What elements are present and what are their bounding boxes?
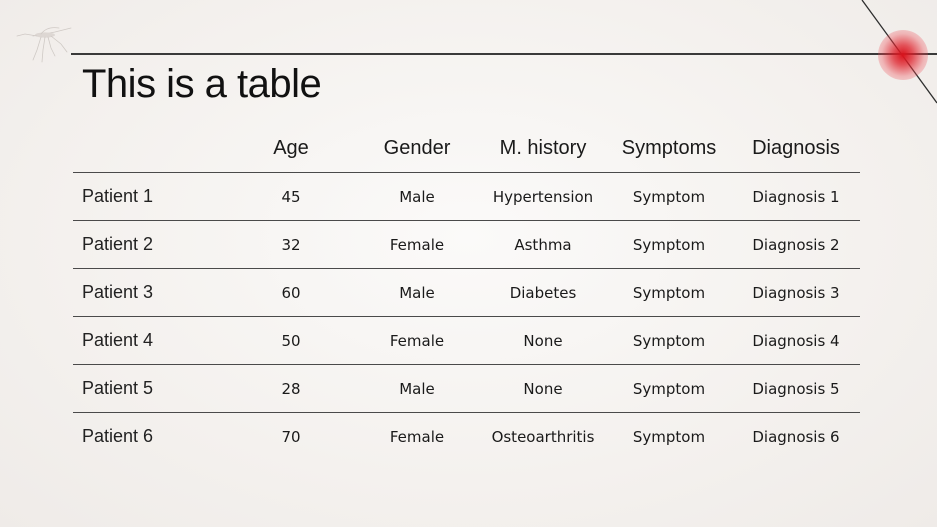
diagnosis-cell: Diagnosis 2 <box>732 221 860 269</box>
red-glow-dot-icon <box>878 30 928 80</box>
symptoms-cell: Symptom <box>606 317 732 365</box>
patient-label: Patient 1 <box>73 173 228 221</box>
table-row <box>73 221 860 269</box>
table-row <box>73 365 860 413</box>
table-header-row <box>73 124 860 173</box>
age-cell: 70 <box>281 427 301 446</box>
header-symptoms: Symptoms <box>606 124 732 173</box>
diagnosis-cell: Diagnosis 4 <box>732 317 860 365</box>
age-cell: 45 <box>228 173 354 221</box>
age-cell: 60 <box>228 269 354 317</box>
history-cell: Diabetes <box>480 269 606 317</box>
symptoms-cell: Symptom <box>606 221 732 269</box>
gender-cell: Female <box>354 221 480 269</box>
header-gender: Gender <box>354 124 480 173</box>
history-cell: Hypertension <box>480 173 606 221</box>
history-cell: Osteoarthritis <box>491 427 595 446</box>
history-cell: None <box>480 317 606 365</box>
diagnosis-cell: Diagnosis 6 <box>752 427 840 446</box>
slide-title: This is a table <box>82 62 322 106</box>
patient-label: Patient 3 <box>73 269 228 317</box>
table-row <box>73 413 860 461</box>
header-medical-history: M. history <box>480 124 606 173</box>
gender-cell: Male <box>354 365 480 413</box>
history-cell: Asthma <box>480 221 606 269</box>
header-divider-line <box>71 53 937 55</box>
table-row <box>73 317 860 365</box>
patient-table <box>73 124 860 460</box>
patient-label: Patient 4 <box>73 317 228 365</box>
symptoms-cell: Symptom <box>606 269 732 317</box>
symptoms-cell: Symptom <box>632 427 706 446</box>
age-cell: 32 <box>228 221 354 269</box>
history-cell: None <box>480 365 606 413</box>
symptoms-cell: Symptom <box>606 173 732 221</box>
patient-label: Patient 5 <box>73 365 228 413</box>
age-cell: 50 <box>228 317 354 365</box>
table-row <box>73 173 860 221</box>
symptoms-cell: Symptom <box>606 365 732 413</box>
gender-cell: Male <box>354 173 480 221</box>
age-cell: 28 <box>228 365 354 413</box>
gender-cell: Male <box>354 269 480 317</box>
diagnosis-cell: Diagnosis 3 <box>732 269 860 317</box>
gender-cell: Female <box>389 427 445 446</box>
header-diagnosis: Diagnosis <box>732 124 860 173</box>
patient-label: Patient 6 <box>82 426 154 446</box>
mosquito-icon <box>15 22 75 64</box>
header-blank <box>73 124 228 173</box>
table-row <box>73 269 860 317</box>
diagnosis-cell: Diagnosis 5 <box>732 365 860 413</box>
header-age: Age <box>228 124 354 173</box>
patient-label: Patient 2 <box>73 221 228 269</box>
diagnosis-cell: Diagnosis 1 <box>732 173 860 221</box>
gender-cell: Female <box>354 317 480 365</box>
